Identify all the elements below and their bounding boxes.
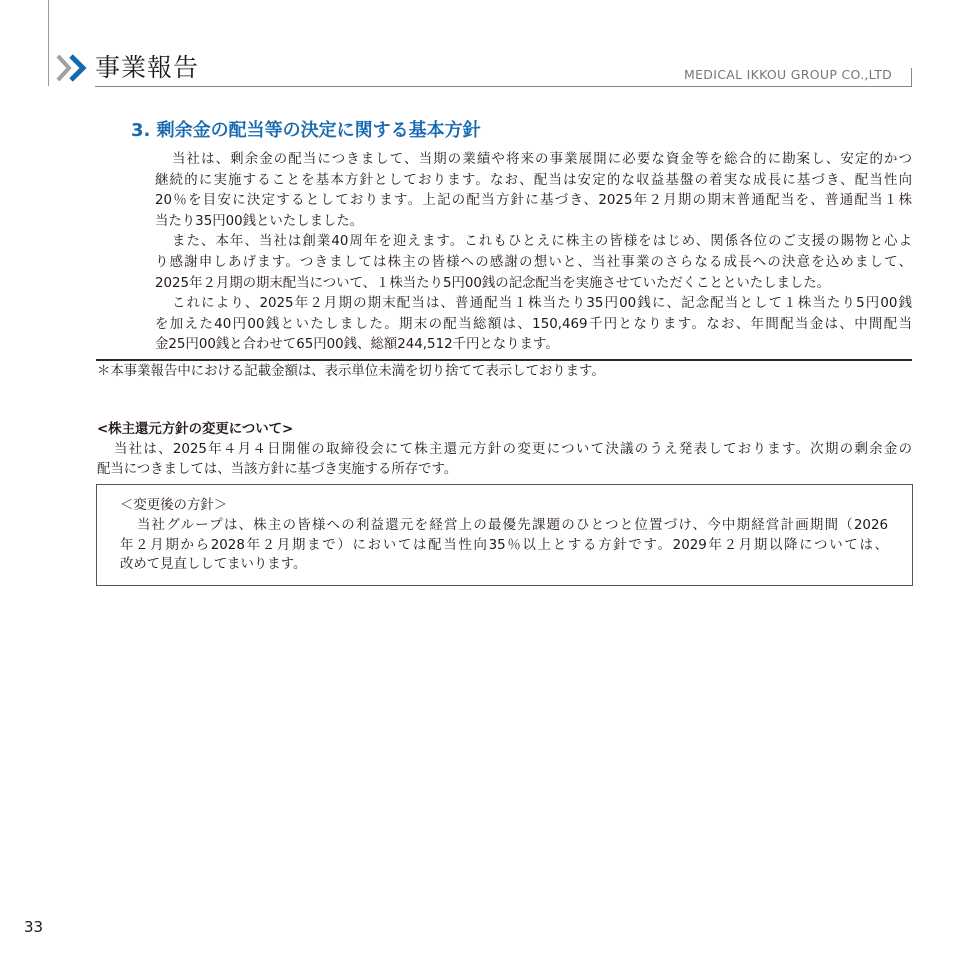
body-line: 当社は、剰余金の配当につきまして、当期の業績や将来の事業展開に必要な資金等を総合的に勘案し、安定的かつ [172, 152, 912, 167]
body-line: これにより、2025年２月期の期末配当は、普通配当１株当たり35円00銭に、記念配当として１株当たり5円00銭 [172, 296, 912, 312]
double-chevron-icon [56, 54, 90, 82]
header-rule [95, 86, 912, 87]
page-title: 事業報告 [95, 53, 200, 82]
body-line: 20％を目安に決定するとしております。上記の配当方針に基づき、2025年２月期の期末普通配当を、普通配当１株 [155, 193, 912, 209]
body-line: 当社は、2025年４月４日開催の取締役会にて株主還元方針の変更について決議のうえ発表しております。次期の剰余金の [114, 442, 912, 457]
divider [96, 359, 912, 361]
body-line: り感謝申しあげます。つきましては株主の皆様への感謝の想いと、当社事業のさらなる成長への決意を込めまして、 [155, 254, 912, 270]
body-line: 年２月期から2028年２月期まで）においては配当性向35％以上とする方針です。2029年２月期以降については、 [120, 537, 888, 553]
policy-change-body [97, 440, 912, 479]
page-number: 33 [24, 918, 44, 936]
policy-change-heading: <株主還元方針の変更について> [97, 422, 294, 437]
body-line: 継続的に実施することを基本方針としております。なお、配当は安定的な収益基盤の着実な成長に基づき、配当性向 [155, 172, 912, 188]
body-line: 当社グループは、株主の皆様への利益還元を経営上の最優先課題のひとつと位置づけ、今中期経営計画期間（2026 [137, 517, 888, 533]
body-line: を加えた40円00銭といたしました。期末の配当総額は、150,469千円となります。なお、年間配当金は、中間配当 [155, 316, 912, 332]
section-body [155, 150, 912, 356]
body-line: 配当につきましては、当該方針に基づき実施する所存です。 [97, 461, 458, 477]
body-line: 2025年２月期の期末配当について、１株当たり5円00銭の記念配当を実施させていただくことといたしました。 [155, 275, 831, 291]
body-line: 当たり35円00銭といたしました。 [155, 213, 364, 229]
section-heading: 3. 剰余金の配当等の決定に関する基本方針 [131, 120, 481, 141]
box-heading: ＜変更後の方針＞ [120, 498, 228, 513]
company-name: MEDICAL IKKOU GROUP CO.,LTD [684, 67, 893, 82]
body-line: 金25円00銭と合わせて65円00銭、総額244,512千円となります。 [155, 337, 559, 353]
margin-line [48, 0, 49, 86]
header-bar [911, 68, 912, 86]
body-line: 改めて見直ししてまいります。 [120, 557, 307, 573]
body-line: また、本年、当社は創業40周年を迎えます。これもひとえに株主の皆様をはじめ、関係各位のご支援の賜物と心よ [172, 234, 912, 250]
footnote: ＊本事業報告中における記載金額は、表示単位未満を切り捨てて表示しております。 [97, 364, 605, 379]
new-policy-text [120, 496, 888, 575]
